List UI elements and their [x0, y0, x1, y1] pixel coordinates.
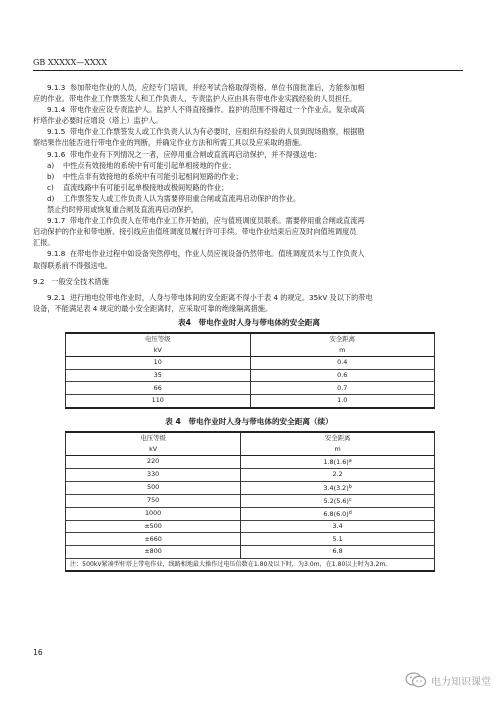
- distance-cell: $5.2(5.6)^c$: [241, 494, 435, 507]
- section-number: 9.2: [33, 276, 45, 286]
- distance-cell: 1.0: [250, 394, 435, 407]
- clause-line: 带电作业应设专责监护人。监护人不得直接操作。监护的范围不得超过一个作业点。复杂或高: [69, 105, 365, 115]
- reclosing-prohibition: 禁止约时停用或恢复重合闸及直流再启动保护。: [47, 205, 198, 215]
- page-number: 16: [33, 648, 43, 657]
- clause-line: 设备，不能满足表 4 规定的最小安全距离时，应采取可靠的绝缘隔离措施。: [33, 303, 273, 313]
- distance-cell: 0.7: [250, 382, 435, 395]
- distance-cell: $6.8(6.0)^d$: [241, 507, 435, 520]
- unit-kv: kV: [66, 444, 241, 456]
- table-row: [66, 382, 435, 395]
- clause-line: 参加带电作业的人员，应经专门培训，并经考试合格取得资格、单位书面批准后，方能参加相: [69, 83, 365, 92]
- column-header-voltage: 电压等级: [66, 333, 251, 345]
- table-row: [66, 369, 435, 382]
- header-rule: [33, 70, 463, 71]
- standard-code: GB XXXXX—XXXX: [33, 58, 108, 67]
- clause-number: 9.1.8: [47, 249, 66, 259]
- table-row: [66, 481, 435, 494]
- distance-cell: $3.4(3.2)^b$: [241, 481, 435, 494]
- clause-line: 杆塔作业必要时应增设（塔上）监护人。: [33, 116, 163, 126]
- list-label: a): [47, 160, 55, 170]
- voltage-cell: 1000: [66, 507, 241, 520]
- distance-cell: 0.6: [250, 369, 435, 382]
- voltage-cell: 35: [66, 369, 251, 382]
- clause-9-2-1: [33, 292, 465, 314]
- clause-9-1-6: [33, 149, 465, 160]
- clause-9-1-8: [33, 248, 465, 270]
- voltage-cell: 220: [66, 455, 241, 468]
- watermark-text: 电力知识课堂: [431, 676, 491, 688]
- clause-number: 9.1.3: [47, 83, 66, 92]
- clause-9-1-7: [33, 215, 465, 248]
- document-body: [33, 82, 465, 572]
- list-text: 中性点非有效接地的系统中有可能引起相间短路的作业；: [63, 171, 243, 181]
- unit-kv: kV: [66, 345, 251, 357]
- clause-line: 带电作业有下列情况之一者，应停用重合闸或直流再启动保护，并不得强送电：: [69, 149, 322, 159]
- clause-line: 带电作业工作负责人在带电作业工作开始前，应与值班调度员联系。需要停用重合闸或直流再: [69, 216, 365, 226]
- voltage-cell: 330: [66, 468, 241, 481]
- clause-line: 察结果作出能否进行带电作业的判断，并确定作业方法和所需工具以及应采取的措施。: [33, 138, 307, 148]
- footnote-marker: a: [348, 458, 352, 464]
- clause-number: 9.1.7: [47, 216, 66, 226]
- voltage-cell: 10: [66, 357, 251, 370]
- table-4-continued-title: 表 4 带电作业时人身与带电体的安全距离（续）: [165, 416, 333, 426]
- section-title: 一般安全技术措施: [51, 276, 109, 286]
- footnote-marker: b: [348, 484, 352, 490]
- clause-line: 进行地电位带电作业时，人身与带电体间的安全距离不得小于表 4 的规定。35kV 及以下的带电: [69, 292, 373, 302]
- clause-line: 取得联系前不得强送电。: [33, 260, 113, 270]
- clause-number: 9.1.6: [47, 149, 66, 159]
- list-label: c): [47, 182, 54, 192]
- list-item: [33, 160, 465, 171]
- column-header-voltage: 电压等级: [66, 432, 241, 444]
- column-header-distance: 安全距离: [241, 432, 435, 444]
- list-label: b): [47, 171, 55, 181]
- table-row: [66, 545, 435, 558]
- footnote-marker: c: [348, 497, 352, 503]
- clause-line: 带电作业工作票签发人或工作负责人认为有必要时，应组织有经验的人员到现场勘察，根据勘: [69, 127, 365, 137]
- list-label: d): [47, 193, 55, 203]
- table-row: [66, 507, 435, 520]
- voltage-cell: 66: [66, 382, 251, 395]
- distance-cell: $1.8(1.6)^a$: [241, 455, 435, 468]
- column-header-distance: 安全距离: [250, 333, 435, 345]
- table-row: [66, 468, 435, 481]
- table-4-title: 表4 带电作业时人身与带电体的安全距离: [178, 317, 320, 327]
- clause-9-1-4: [33, 104, 465, 126]
- voltage-cell: ±500: [66, 520, 241, 533]
- voltage-cell: 750: [66, 494, 241, 507]
- voltage-cell: 500: [66, 481, 241, 494]
- list-item: [33, 171, 465, 182]
- distance-cell: 0.4: [250, 357, 435, 370]
- section-heading: [33, 276, 465, 287]
- clause-line: 在带电作业过程中如设备突然停电，作业人员应视设备仍然带电。值班调度员未与工作负责人: [69, 249, 365, 259]
- voltage-cell: ±660: [66, 533, 241, 546]
- list-text: 直流线路中有可能引起单极接地或极间短路的作业；: [63, 182, 229, 192]
- wechat-icon: [405, 672, 427, 688]
- clause-9-1-5: [33, 126, 465, 148]
- distance-cell: 3.4: [241, 520, 435, 533]
- clause-number: 9.2.1: [47, 292, 66, 302]
- table-row: [66, 494, 435, 507]
- table-note-row: [66, 558, 435, 571]
- table-note: 注：500kV紧凑型杆塔上带电作业，线路相地最大操作过电压倍数在1.80及以下时，为3.0m，在1.80以上时为3.2m。: [66, 558, 435, 571]
- table-row: [66, 357, 435, 370]
- unit-m: m: [241, 444, 435, 456]
- table-row: [66, 455, 435, 468]
- table-4: [65, 332, 435, 409]
- table-row: [66, 520, 435, 533]
- watermark: [405, 672, 491, 688]
- list-text: 工作票签发人或工作负责人认为需要停用重合闸或直流再启动保护的作业。: [63, 193, 301, 203]
- clause-line: 启动保护的作业和带电断、接引线应由值班调度员履行许可手续。带电作业结束后应及时向值班调度员: [33, 227, 357, 237]
- clause-number: 9.1.4: [47, 105, 66, 115]
- unit-m: m: [250, 345, 435, 357]
- table-row: [66, 394, 435, 407]
- clause-line: 应的作业。带电作业工作票签发人和工作负责人、专责监护人应由具有带电作业实践经验的人员担任。: [33, 94, 357, 104]
- clause-number: 9.1.5: [47, 127, 66, 137]
- distance-cell: 2.2: [241, 468, 435, 481]
- list-item: [33, 182, 465, 193]
- distance-cell: 5.1: [241, 533, 435, 546]
- list-text: 中性点有效接地的系统中有可能引起单相接地的作业；: [63, 160, 236, 170]
- clause-line: 汇报。: [33, 238, 55, 248]
- table-4-continued: [65, 431, 435, 573]
- distance-cell: 6.8: [241, 545, 435, 558]
- voltage-cell: ±800: [66, 545, 241, 558]
- clause-9-1-3: [33, 82, 465, 104]
- table-row: [66, 533, 435, 546]
- footnote-marker: d: [348, 510, 352, 516]
- voltage-cell: 110: [66, 394, 251, 407]
- list-item: [33, 193, 465, 204]
